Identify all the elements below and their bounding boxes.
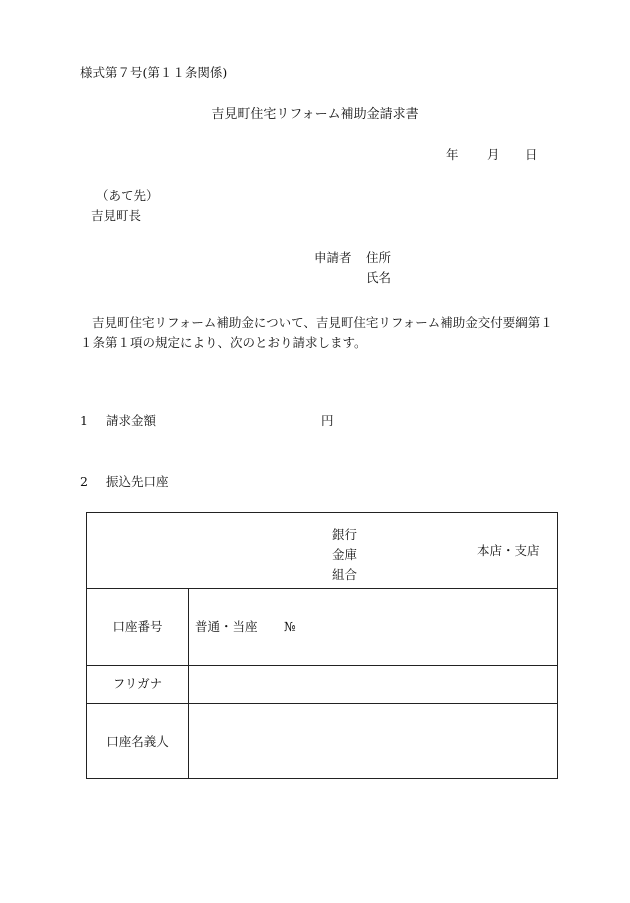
yen-unit: 円: [321, 413, 334, 428]
bank-account-table: [86, 512, 558, 779]
section1-number: 1: [80, 413, 88, 428]
applicant-label: 申請者: [314, 250, 352, 265]
account-number-label: 口座番号: [112, 619, 163, 634]
branch-type: 本店・支店: [477, 543, 540, 558]
institution-type-bank: 銀行: [332, 527, 358, 542]
institution-type-shinkin: 金庫: [332, 547, 358, 562]
applicant-name-label: 氏名: [366, 270, 392, 285]
account-number-row: [87, 588, 557, 666]
furigana-label: フリガナ: [112, 676, 163, 691]
request-statement: 吉見町住宅リフォーム補助金について、吉見町住宅リフォーム補助金交付要綱第１１条第１項の規定により、次のとおり請求します。: [80, 315, 553, 350]
institution-type-union: 組合: [332, 567, 358, 582]
recipient-label: （あて先）: [96, 188, 159, 203]
document-title: 吉見町住宅リフォーム補助金請求書: [211, 107, 419, 122]
date-day-label: 日: [525, 147, 538, 162]
institution-type-list: [332, 525, 357, 585]
section2-number: 2: [80, 474, 88, 489]
furigana-row: [87, 665, 557, 704]
date-month-label: 月: [487, 147, 500, 162]
account-holder-row: [87, 703, 557, 779]
account-type: 普通・当座: [195, 619, 258, 634]
transfer-account-label: 振込先口座: [106, 474, 169, 489]
claim-amount-label: 請求金額: [106, 413, 157, 428]
date-year-label: 年: [446, 147, 459, 162]
form-number: 様式第７号(第１１条関係): [80, 65, 228, 80]
number-mark: №: [284, 619, 296, 634]
column-divider: [188, 588, 189, 778]
recipient-name: 吉見町長: [91, 208, 142, 223]
applicant-address-label: 住所: [366, 250, 392, 265]
account-holder-label: 口座名義人: [106, 734, 169, 749]
